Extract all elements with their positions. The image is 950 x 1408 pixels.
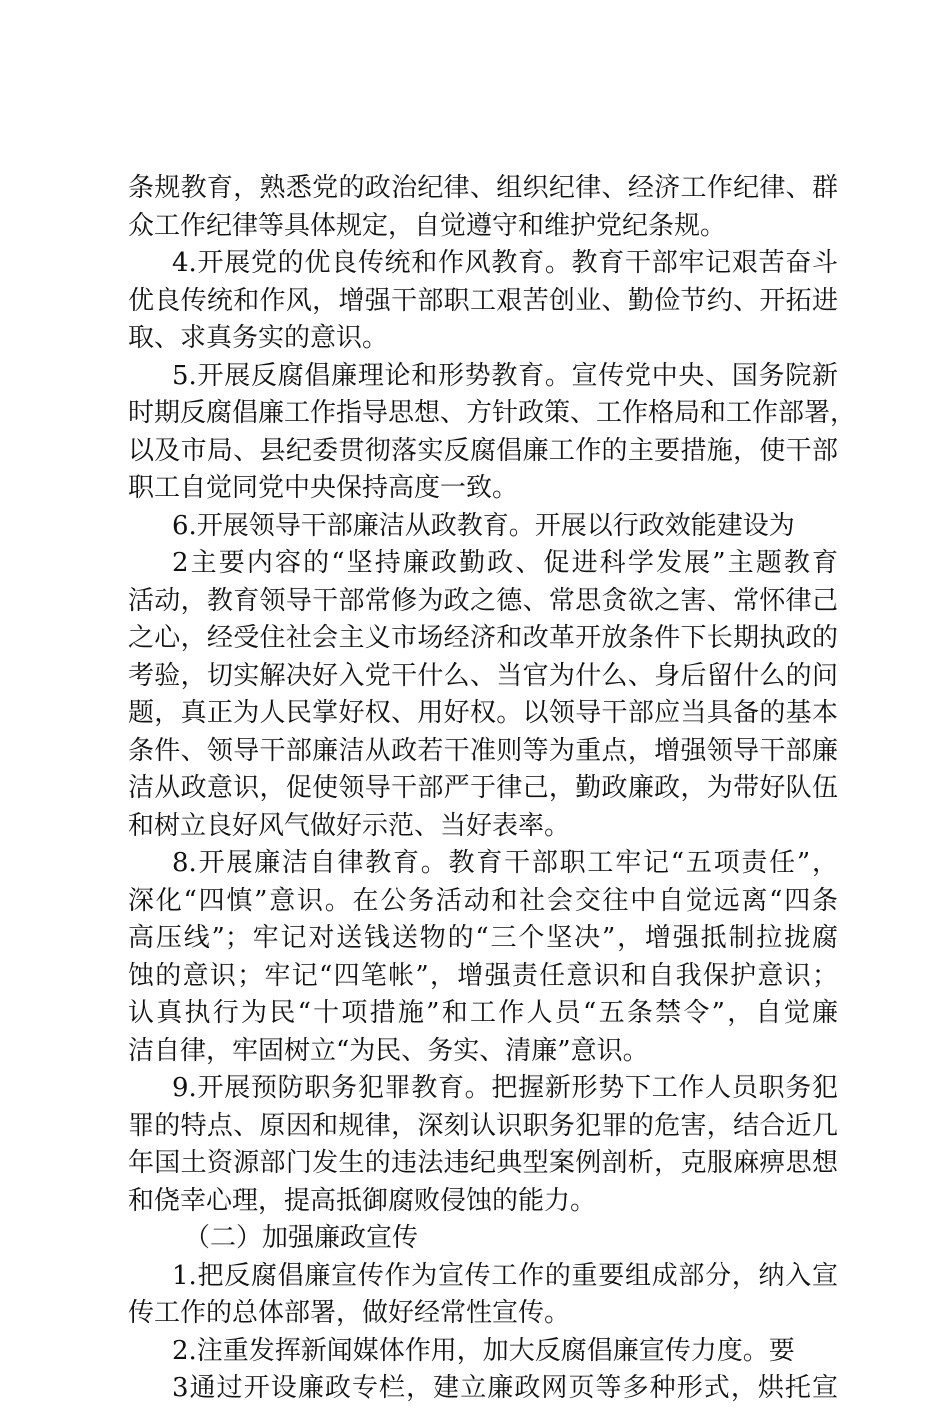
- text-line: 之心，经受住社会主义市场经济和改革开放条件下长期执政的: [128, 623, 838, 653]
- text-line: 条件、领导干部廉洁从政若干准则等为重点，增强领导干部廉: [128, 735, 838, 766]
- text-line: 5.开展反腐倡廉理论和形势教育。宣传党中央、国务院新: [172, 360, 838, 391]
- section-heading: （二）加强廉政宣传: [184, 1223, 419, 1253]
- text-line: 9.开展预防职务犯罪教育。把握新形势下工作人员职务犯: [172, 1073, 838, 1103]
- text-line: 职工自觉同党中央保持高度一致。: [128, 473, 519, 503]
- text-line: 传工作的总体部署，做好经常性宣传。: [128, 1298, 571, 1328]
- text-line: 4.开展党的优良传统和作风教育。教育干部牢记艰苦奋斗: [172, 248, 838, 278]
- text-line: 认真执行为民“十项措施”和工作人员“五条禁令”，自觉廉: [128, 998, 838, 1028]
- text-line: 6.开展领导干部廉洁从政教育。开展以行政效能建设为: [172, 510, 795, 541]
- text-line: 2.注重发挥新闻媒体作用，加大反腐倡廉宣传力度。要: [172, 1335, 795, 1366]
- text-line: 众工作纪律等具体规定，自觉遵守和维护党纪条规。: [128, 210, 727, 241]
- text-line: 活动，教育领导干部常修为政之德、常思贪欲之害、常怀律己: [128, 585, 838, 616]
- text-line: 洁从政意识，促使领导干部严于律己，勤政廉政，为带好队伍: [128, 773, 838, 803]
- text-line: 以及市局、县纪委贯彻落实反腐倡廉工作的主要措施，使干部: [128, 435, 838, 466]
- text-line: 题，真正为人民掌好权、用好权。以领导干部应当具备的基本: [128, 698, 838, 728]
- text-line: 深化“四慎”意识。在公务活动和社会交往中自觉远离“四条: [128, 885, 838, 916]
- text-line: 罪的特点、原因和规律，深刻认识职务犯罪的危害，结合近几: [128, 1110, 838, 1141]
- text-line: 取、求真务实的意识。: [128, 323, 389, 353]
- text-line: 蚀的意识；牢记“四笔帐”，增强责任意识和自我保护意识；: [128, 960, 838, 991]
- text-line: 高压线”；牢记对送钱送物的“三个坚决”，增强抵制拉拢腐: [128, 923, 838, 953]
- text-line: 和侥幸心理，提高抵御腐败侵蚀的能力。: [128, 1185, 597, 1216]
- text-line: 2主要内容的“坚持廉政勤政、促进科学发展”主题教育: [172, 548, 838, 578]
- text-line: 优良传统和作风，增强干部职工艰苦创业、勤俭节约、开拓进: [128, 285, 838, 316]
- text-line: 年国土资源部门发生的违法违纪典型案例剖析，克服麻痹思想: [128, 1148, 838, 1178]
- text-line: 考验，切实解决好入党干什么、当官为什么、身后留什么的问: [128, 660, 838, 691]
- text-line: 时期反腐倡廉工作指导思想、方针政策、工作格局和工作部署，: [128, 398, 857, 428]
- text-line: 8.开展廉洁自律教育。教育干部职工牢记“五项责任”，: [172, 848, 838, 878]
- text-line: 3通过开设廉政专栏，建立廉政网页等多种形式，烘托宣: [172, 1373, 838, 1403]
- text-line: 1.把反腐倡廉宣传作为宣传工作的重要组成部分，纳入宣: [172, 1260, 838, 1291]
- document-body: [128, 170, 857, 1408]
- text-line: 和树立良好风气做好示范、当好表率。: [128, 810, 571, 841]
- text-line: 洁自律，牢固树立“为民、务实、清廉”意识。: [128, 1035, 649, 1066]
- text-line: 条规教育，熟悉党的政治纪律、组织纪律、经济工作纪律、群: [128, 173, 838, 203]
